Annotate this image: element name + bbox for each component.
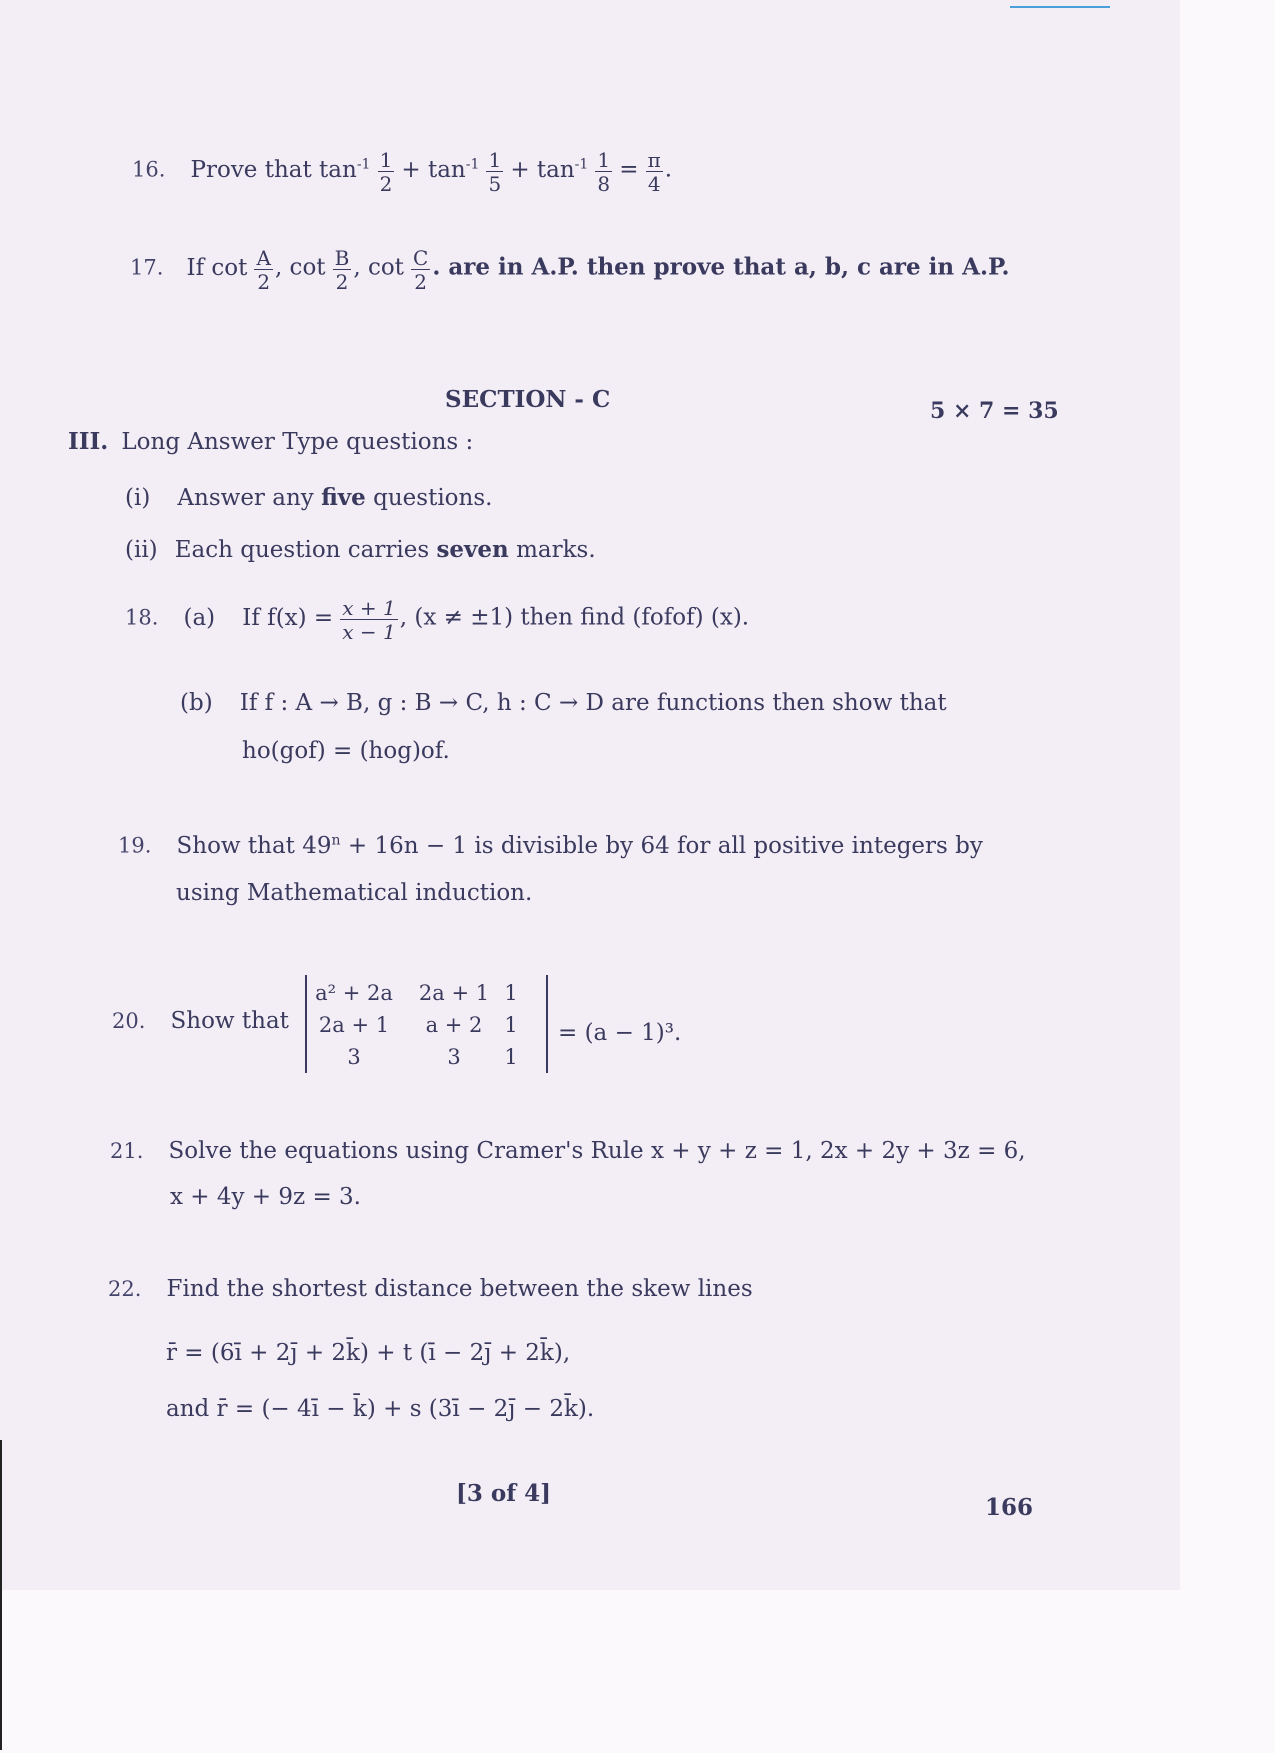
fraction: $\frac{B}{2}$ xyxy=(334,246,350,294)
fraction: $\frac{1}{2}$ xyxy=(379,148,393,196)
question-number: 21. xyxy=(110,1139,144,1163)
question-number: 22. xyxy=(108,1277,142,1301)
scan-margin-bottom xyxy=(0,1590,1275,1753)
question-21-line2: x + 4y + 9z = 3. xyxy=(170,1184,361,1210)
question-20: 20. Show that xyxy=(112,1008,289,1034)
question-number: 18. xyxy=(125,605,159,630)
det-cell: 1 xyxy=(504,1013,518,1037)
equals-sign: = xyxy=(619,156,639,183)
fraction: $\frac{A}{2}$ xyxy=(256,246,271,294)
det-cell: 1 xyxy=(504,981,518,1005)
fraction: $\frac{\pi}{4}$ xyxy=(647,148,661,196)
scan-top-mark xyxy=(1010,6,1110,8)
det-left-bar xyxy=(305,975,307,1073)
paper-code: 166 xyxy=(985,1494,1034,1521)
det-cell: 3 xyxy=(347,1045,361,1069)
page-indicator: [3 of 4] xyxy=(456,1480,552,1507)
section-title: SECTION - C xyxy=(445,386,611,413)
question-number: 16. xyxy=(132,157,166,182)
det-cell: a + 2 xyxy=(425,1013,483,1037)
instruction-2: (ii) Each question carries seven marks. xyxy=(125,536,596,563)
scan-margin-right xyxy=(1180,0,1275,1753)
q16-text: Prove that $\tan^{-1}$ xyxy=(190,155,371,183)
q20-result: = (a − 1)³. xyxy=(558,1020,682,1046)
determinant xyxy=(300,975,560,1075)
det-cell: 2a + 1 xyxy=(318,1013,390,1037)
question-18b: (b) If f : A → B, g : B → C, h : C → D are functions then show that xyxy=(180,690,947,716)
question-18b-line2: ho(gof) = (hog)of. xyxy=(242,738,450,764)
question-22: 22. Find the shortest distance between the skew lines xyxy=(108,1276,753,1302)
fraction: $\frac{1}{5}$ xyxy=(488,148,502,196)
det-cell: 1 xyxy=(504,1045,518,1069)
question-number: 19. xyxy=(118,833,152,858)
question-22-line3: and r̄ = (− 4ī − k̄) + s (3ī − 2j̄ − 2k̄). xyxy=(166,1396,595,1422)
question-19: 19. Show that $49^n + 16n - 1$ is divisible by 64 for all positive integers by xyxy=(118,832,983,859)
q16-term: + $\tan^{-1}$ xyxy=(510,155,589,183)
question-17: 17. If cot $\frac{A}{2}$ , cot $\frac{B}{2}$ , cot $\frac{C}{2}$ . are in A.P. then prove that a, b, c are in A.P. xyxy=(130,246,1010,294)
fraction: $\frac{C}{2}$ xyxy=(413,246,429,294)
fraction: $\frac{1}{8}$ xyxy=(597,148,611,196)
section-heading: III. Long Answer Type questions : xyxy=(68,428,474,455)
q16-term: + $\tan^{-1}$ xyxy=(401,155,480,183)
question-22-line2: r̄ = (6ī + 2j̄ + 2k̄) + t (ī − 2j̄ + 2k̄), xyxy=(166,1340,571,1366)
question-16: 16. Prove that $\tan^{-1}$ $\frac{1}{2}$ + $\tan^{-1}$ $\frac{1}{5}$ + $\tan^{-1}$ $\frac{1}{8}$ = $\frac{\pi}{4}$ . xyxy=(132,148,673,196)
scan-edge-line xyxy=(0,1440,2,1750)
section-marks: 5 × 7 = 35 xyxy=(930,398,1059,424)
instruction-1: (i) Answer any five questions. xyxy=(125,484,493,511)
question-21: 21. Solve the equations using Cramer's Rule x + y + z = 1, 2x + 2y + 3z = 6, xyxy=(110,1138,1026,1164)
det-cell: 3 xyxy=(447,1045,461,1069)
question-18a: 18. (a) If f(x) = $\frac{x + 1}{x - 1}$ , (x ≠ ±1) then find (fofof) (x). xyxy=(125,596,750,644)
question-number: 20. xyxy=(112,1009,146,1033)
question-19-line2: using Mathematical induction. xyxy=(176,880,533,906)
det-cell: a² + 2a xyxy=(315,981,393,1005)
question-number: 17. xyxy=(130,255,164,280)
det-right-bar xyxy=(546,975,548,1073)
det-cell: 2a + 1 xyxy=(418,981,490,1005)
fraction: $\frac{x + 1}{x - 1}$ xyxy=(342,596,396,644)
